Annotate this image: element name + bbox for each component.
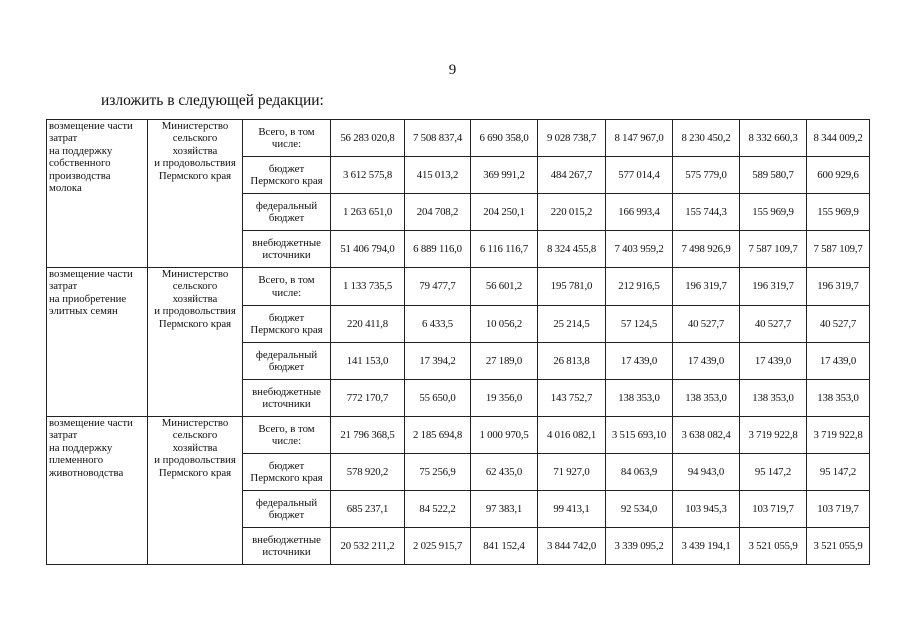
funding-source-line: федеральный	[255, 348, 318, 361]
funding-source-line: Всего, в том	[258, 422, 315, 435]
funding-source-cell	[243, 454, 331, 491]
funding-source-line: источники	[262, 398, 311, 410]
amount-cell: 84 522,2	[405, 491, 471, 528]
funding-source-cell	[243, 231, 331, 268]
amount-cell: 155 969,9	[807, 194, 870, 231]
amount-cell: 138 353,0	[606, 380, 673, 417]
amount-cell: 99 413,1	[538, 491, 606, 528]
amount-cell: 415 013,2	[405, 157, 471, 194]
amount-cell: 1 000 970,5	[471, 417, 538, 454]
amount-cell: 155 744,3	[673, 194, 740, 231]
amount-cell: 8 324 455,8	[538, 231, 606, 268]
funding-source-cell	[243, 120, 331, 157]
page-number: 9	[448, 62, 457, 78]
amount-cell: 143 752,7	[538, 380, 606, 417]
amount-cell: 71 927,0	[538, 454, 606, 491]
amount-cell: 3 515 693,10	[606, 417, 673, 454]
purpose-line: на поддержку	[49, 441, 113, 454]
organization-line: хозяйства	[172, 144, 218, 157]
funding-source-line: федеральный	[255, 199, 318, 212]
organization-line: и продовольствия	[154, 454, 236, 467]
organization-line: сельского	[172, 132, 218, 145]
amount-cell: 3 612 575,8	[331, 157, 405, 194]
amount-cell: 8 332 660,3	[740, 120, 807, 157]
amount-cell: 26 813,8	[538, 343, 606, 380]
amount-cell: 95 147,2	[740, 454, 807, 491]
amount-cell: 3 521 055,9	[740, 528, 807, 565]
amount-cell: 220 411,8	[331, 306, 405, 343]
amount-cell: 8 230 450,2	[673, 120, 740, 157]
amount-cell: 95 147,2	[807, 454, 870, 491]
amount-cell: 103 719,7	[740, 491, 807, 528]
amount-cell: 841 152,4	[471, 528, 538, 565]
amount-cell: 17 394,2	[405, 343, 471, 380]
amount-cell: 772 170,7	[331, 380, 405, 417]
organization-line: и продовольствия	[154, 157, 236, 170]
funding-source-cell	[243, 343, 331, 380]
purpose-line: затрат	[49, 280, 78, 293]
organization-line: Пермского края	[158, 169, 232, 182]
amount-cell: 589 580,7	[740, 157, 807, 194]
amount-cell: 3 638 082,4	[673, 417, 740, 454]
amount-cell: 685 237,1	[331, 491, 405, 528]
funding-source-line: федеральный	[255, 496, 318, 509]
purpose-cell	[47, 268, 148, 417]
amount-cell: 204 708,2	[405, 194, 471, 231]
amount-cell: 138 353,0	[807, 380, 870, 417]
amount-cell: 196 319,7	[807, 268, 870, 306]
amount-cell: 17 439,0	[807, 343, 870, 380]
funding-source-line: внебюджетные	[252, 385, 321, 398]
purpose-line: на приобретение	[49, 292, 127, 305]
amount-cell: 3 719 922,8	[740, 417, 807, 454]
amount-cell: 7 498 926,9	[673, 231, 740, 268]
funding-source-line: источники	[262, 249, 311, 261]
funding-source-cell	[243, 157, 331, 194]
amount-cell: 7 587 109,7	[807, 231, 870, 268]
funding-source-line: числе:	[271, 286, 302, 299]
purpose-line: племенного	[49, 454, 104, 467]
amount-cell: 7 508 837,4	[405, 120, 471, 157]
amount-cell: 3 339 095,2	[606, 528, 673, 565]
organization-line: хозяйства	[172, 441, 218, 454]
funding-source-line: источники	[262, 546, 311, 558]
amount-cell: 62 435,0	[471, 454, 538, 491]
organization-line: хозяйства	[172, 292, 218, 305]
amount-cell: 75 256,9	[405, 454, 471, 491]
purpose-line: элитных семян	[49, 305, 118, 318]
amount-cell: 484 267,7	[538, 157, 606, 194]
organization-line: сельского	[172, 280, 218, 293]
amount-cell: 575 779,0	[673, 157, 740, 194]
amount-cell: 196 319,7	[673, 268, 740, 306]
amount-cell: 20 532 211,2	[331, 528, 405, 565]
organization-cell	[148, 120, 243, 268]
amount-cell: 4 016 082,1	[538, 417, 606, 454]
funding-source-line: Всего, в том	[258, 125, 315, 138]
amount-cell: 577 014,4	[606, 157, 673, 194]
purpose-line: собственного	[49, 157, 111, 170]
amount-cell: 55 650,0	[405, 380, 471, 417]
organization-line: Министерство	[161, 417, 229, 429]
purpose-line: возмещение части	[49, 268, 133, 280]
amount-cell: 3 439 194,1	[673, 528, 740, 565]
amount-cell: 103 719,7	[807, 491, 870, 528]
amount-cell: 103 945,3	[673, 491, 740, 528]
amount-cell: 3 719 922,8	[807, 417, 870, 454]
amount-cell: 17 439,0	[673, 343, 740, 380]
organization-cell	[148, 417, 243, 565]
funding-source-line: внебюджетные	[252, 236, 321, 249]
amount-cell: 94 943,0	[673, 454, 740, 491]
amount-cell: 17 439,0	[606, 343, 673, 380]
funding-source-line: Всего, в том	[258, 274, 315, 287]
budget-table	[46, 119, 870, 565]
table-row	[47, 417, 870, 454]
amount-cell: 3 521 055,9	[807, 528, 870, 565]
amount-cell: 21 796 368,5	[331, 417, 405, 454]
organization-line: Министерство	[161, 268, 229, 280]
purpose-line: возмещение части	[49, 120, 133, 132]
purpose-line: молока	[49, 182, 82, 195]
organization-line: Пермского края	[158, 466, 232, 479]
funding-source-line: Пермского края	[250, 472, 323, 484]
amount-cell: 141 153,0	[331, 343, 405, 380]
amount-cell: 84 063,9	[606, 454, 673, 491]
amount-cell: 138 353,0	[740, 380, 807, 417]
amount-cell: 27 189,0	[471, 343, 538, 380]
amount-cell: 51 406 794,0	[331, 231, 405, 268]
amount-cell: 204 250,1	[471, 194, 538, 231]
amount-cell: 40 527,7	[673, 306, 740, 343]
amount-cell: 8 147 967,0	[606, 120, 673, 157]
amount-cell: 97 383,1	[471, 491, 538, 528]
amount-cell: 6 433,5	[405, 306, 471, 343]
amount-cell: 1 133 735,5	[331, 268, 405, 306]
amount-cell: 166 993,4	[606, 194, 673, 231]
amount-cell: 7 587 109,7	[740, 231, 807, 268]
amount-cell: 40 527,7	[740, 306, 807, 343]
amount-cell: 600 929,6	[807, 157, 870, 194]
funding-source-cell	[243, 528, 331, 565]
amount-cell: 2 185 694,8	[405, 417, 471, 454]
amount-cell: 25 214,5	[538, 306, 606, 343]
amount-cell: 6 690 358,0	[471, 120, 538, 157]
amount-cell: 1 263 651,0	[331, 194, 405, 231]
funding-source-line: Пермского края	[250, 175, 323, 187]
funding-source-line: бюджет	[268, 509, 305, 521]
purpose-line: возмещение части	[49, 417, 133, 429]
funding-source-line: Пермского края	[250, 324, 323, 336]
amount-cell: 155 969,9	[740, 194, 807, 231]
organization-cell	[148, 268, 243, 417]
purpose-line: производства	[49, 169, 111, 182]
funding-source-cell	[243, 491, 331, 528]
funding-source-cell	[243, 268, 331, 306]
organization-line: Министерство	[161, 120, 229, 132]
amount-cell: 6 116 116,7	[471, 231, 538, 268]
funding-source-line: внебюджетные	[252, 533, 321, 546]
funding-source-cell	[243, 380, 331, 417]
amount-cell: 369 991,2	[471, 157, 538, 194]
purpose-line: на поддержку	[49, 144, 113, 157]
funding-source-cell	[243, 417, 331, 454]
amount-cell: 92 534,0	[606, 491, 673, 528]
amount-cell: 220 015,2	[538, 194, 606, 231]
amount-cell: 56 601,2	[471, 268, 538, 306]
amount-cell: 212 916,5	[606, 268, 673, 306]
amount-cell: 7 403 959,2	[606, 231, 673, 268]
organization-line: сельского	[172, 429, 218, 442]
amount-cell: 195 781,0	[538, 268, 606, 306]
amount-cell: 2 025 915,7	[405, 528, 471, 565]
purpose-line: затрат	[49, 429, 78, 442]
amount-cell: 138 353,0	[673, 380, 740, 417]
amount-cell: 56 283 020,8	[331, 120, 405, 157]
funding-source-line: бюджет	[268, 311, 305, 324]
funding-source-line: числе:	[271, 138, 302, 150]
funding-source-cell	[243, 306, 331, 343]
amount-cell: 40 527,7	[807, 306, 870, 343]
amount-cell: 17 439,0	[740, 343, 807, 380]
funding-source-cell	[243, 194, 331, 231]
table-row	[47, 120, 870, 157]
purpose-cell	[47, 120, 148, 268]
funding-source-line: бюджет	[268, 212, 305, 224]
funding-source-line: бюджет	[268, 162, 305, 175]
amount-cell: 578 920,2	[331, 454, 405, 491]
amount-cell: 10 056,2	[471, 306, 538, 343]
amount-cell: 57 124,5	[606, 306, 673, 343]
table-row	[47, 268, 870, 306]
amount-cell: 6 889 116,0	[405, 231, 471, 268]
amount-cell: 8 344 009,2	[807, 120, 870, 157]
organization-line: Пермского края	[158, 317, 232, 330]
funding-source-line: бюджет	[268, 361, 305, 373]
purpose-line: затрат	[49, 132, 78, 145]
amount-cell: 79 477,7	[405, 268, 471, 306]
amount-cell: 19 356,0	[471, 380, 538, 417]
intro-text: изложить в следующей редакции:	[101, 92, 324, 109]
purpose-line: животноводства	[49, 466, 124, 479]
amount-cell: 9 028 738,7	[538, 120, 606, 157]
organization-line: и продовольствия	[154, 305, 236, 318]
amount-cell: 3 844 742,0	[538, 528, 606, 565]
purpose-cell	[47, 417, 148, 565]
funding-source-line: числе:	[271, 435, 302, 447]
funding-source-line: бюджет	[268, 459, 305, 472]
amount-cell: 196 319,7	[740, 268, 807, 306]
